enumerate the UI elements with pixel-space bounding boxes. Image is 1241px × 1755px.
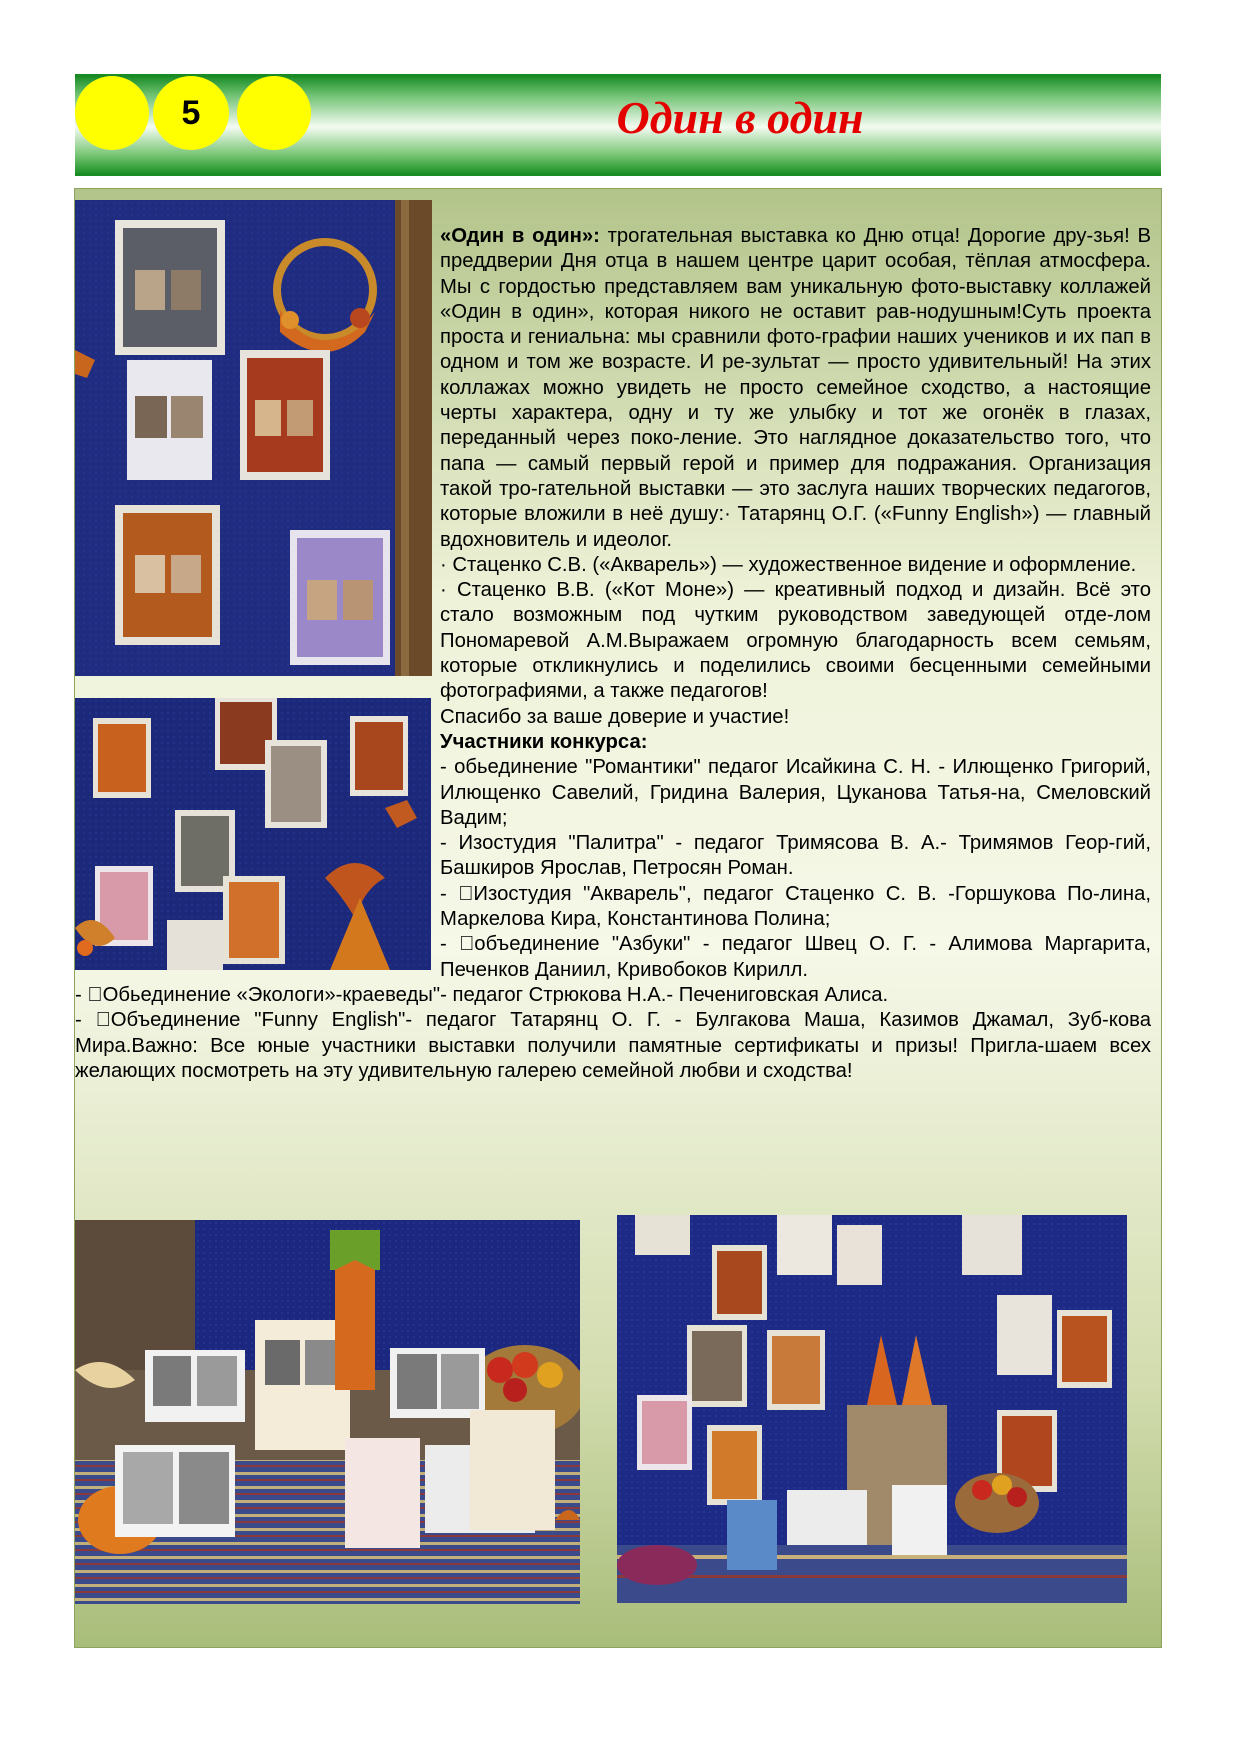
- page-number: 5: [181, 94, 201, 132]
- credit-stacenko-sv: · Стаценко С.В. («Акварель») — художественное видение и оформление.: [440, 553, 1137, 576]
- participant-group-ekologi: -  Обьединение «Экологи»-краеведы"- педагог Стрюкова Н.А.- Печениговская Алиса.: [75, 983, 889, 1006]
- thanks-line: Спасибо за ваше доверие и участие!: [440, 705, 790, 728]
- participant-group-akvarel: -  Изостудия "Акварель", педагог Стаценко С. В. -Горшукова По-лина, Маркелова Кира, Константинова Полина;: [440, 882, 1151, 931]
- header-circle-left: [75, 76, 149, 150]
- credit-stacenko-vv: · Стаценко В.В. («Кот Моне») — креативный подход и дизайн. Всё это стало возможным под чутким руководством заведующей отде-лом Пономаревой А.М.Выражаем огромную благодарность всем семьям, которые откликнулись и поделились своими бесценными семейными фотографиями, а также педагогов!: [440, 579, 1151, 703]
- table-display-photo: [75, 1220, 580, 1604]
- participant-group-palitra: - Изостудия "Палитра" - педагог Тримясова В. А.- Тримямов Геор-гий, Башкиров Ярослав, Петросян Роман.: [440, 832, 1151, 880]
- participants-heading-text: Участники конкурса:: [440, 730, 648, 753]
- participant-group-funny-english: -  Объединение "Funny English"- педагог Татарянц О. Г. - Булгакова Маша, Казимов Джамал, Зуб-кова Мира.Важно: Все юные участники выставки получили памятные сертификаты и призы! Пригла-шаем всех желающих посмотреть на эту удивительную галерею семейной любви и сходства!: [75, 1009, 1151, 1082]
- participant-group-azbuki: -  объединение "Азбуки" - педагог Швец О. Г. - Алимова Маргарита, Печенков Даниил, Кривобоков Кирилл.: [440, 933, 1151, 981]
- page-title: Один в один: [616, 92, 864, 143]
- intro-lead: «Один в один»:: [440, 225, 600, 247]
- photo-wrap-spacer: [75, 224, 440, 969]
- exhibition-corner-photo: [617, 1215, 1127, 1603]
- participant-group-romantiki: - обьединение "Романтики" педагог Исайкина С. Н. - Илющенко Григорий, Илющенко Савелий, Гридина Валерия, Цуканова Татья-на, Смеловский Вадим;: [440, 756, 1151, 829]
- intro-body: трогательная выставка ко Дню отца! Дорогие дру-зья! В преддверии Дня отца в нашем центре царит особая, тёплая атмосфера. Мы с гордостью представляем вам уникальную фото-выставку коллажей «Один в один», которая никого не оставит рав-нодушным!Суть проекта проста и гениальна: мы сравнили фото-графии наших учеников и их пап в одном и том же возрасте. И ре-зультат — просто удивительный! На этих коллажах можно увидеть не просто семейное сходство, а настоящие черты характера, одну и ту же улыбку и тот же огонёк в глазах, переданный через поко-ление. Это наглядное доказательство того, что папа — самый первый герой и пример для подражания. Организация такой тро-гательной выставки — это заслуга наших творческих педагогов, которые вложили в неё душу:· Татарянц О.Г. («Funny English») — главный вдохновитель и идеолог.: [440, 225, 1151, 551]
- article-text: [75, 224, 1151, 1084]
- header-circle-right: [237, 76, 311, 150]
